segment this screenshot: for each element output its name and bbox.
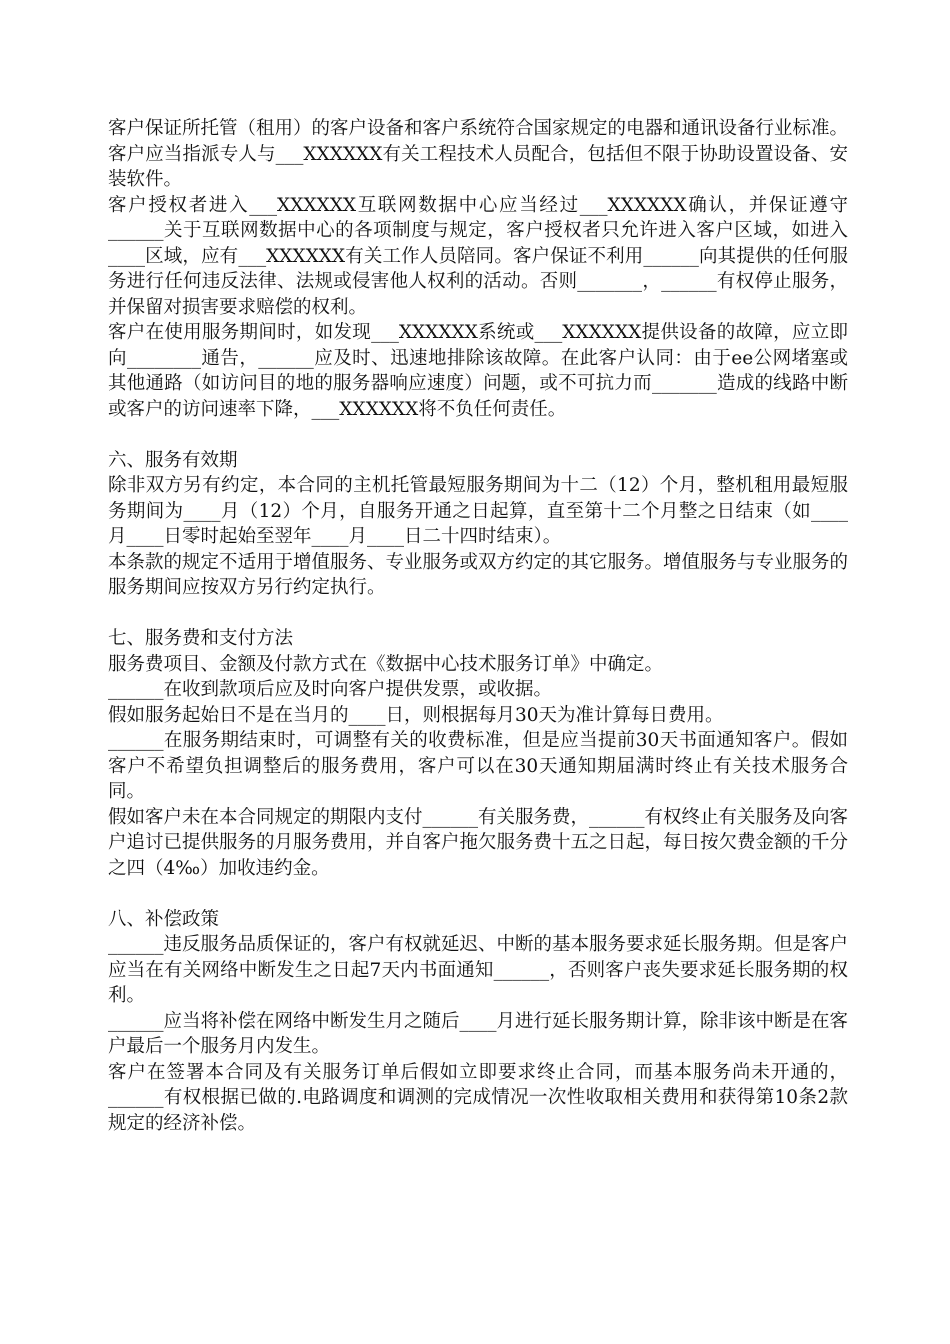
- section-heading: 六、服务有效期: [108, 449, 238, 471]
- section-heading: 七、服务费和支付方法: [108, 628, 294, 649]
- paragraph: ______在服务期结束时，可调整有关的收费标准，但是应当提前30天书面通知客户。假如客户不希望负担调整后的服务费用，客户可以在30天通知期届满时终止有关技术服务合同。: [108, 730, 848, 802]
- paragraph: 除非双方另有约定，本合同的主机托管最短服务期间为十二（12）个月，整机租用最短服务期间为____月（12）个月，自服务开通之日起算，直至第十二个月整之日结束（如____月____日零时起始至翌年____月____日二十四时结束）。: [108, 475, 848, 547]
- paragraph: 假如客户未在本合同规定的期限内支付______有关服务费，______有权终止有关服务及向客户追讨已提供服务的月服务费用，并自客户拖欠服务费十五之日起，每日按欠费金额的千分之四（4‰）加收违约金。: [108, 806, 849, 879]
- section-heading: 八、补偿政策: [108, 908, 220, 930]
- paragraph: 客户在使用服务期间时，如发现___XXXXXX系统或___XXXXXX提供设备的故障，应立即向________通告，______应及时、迅速地排除该故障。在此客户认同：由于ee公网堵塞或其他通路（如访问目的地的服务器响应速度）问题，或不可抗力而_______造成的线路中断或客户的访问速率下降，___XXXXXX将不负任何责任。: [108, 322, 848, 420]
- paragraph: 服务费项目、金额及付款方式在《数据中心技术服务订单》中确定。: [108, 653, 664, 675]
- document-page: [108, 116, 848, 1136]
- paragraph: 假如服务起始日不是在当月的____日，则根据每月30天为准计算每日费用。: [108, 704, 724, 726]
- paragraph: ______应当将补偿在网络中断发生月之随后____月进行延长服务期计算，除非该中断是在客户最后一个服务月内发生。: [108, 1010, 849, 1057]
- paragraph: 客户在签署本合同及有关服务订单后假如立即要求终止合同，而基本服务尚未开通的，______有权根据已做的.电路调度和调测的完成情况一次性收取相关费用和获得第10条2款规定的经济补偿。: [108, 1061, 848, 1134]
- paragraph: ______违反服务品质保证的，客户有权就延迟、中断的基本服务要求延长服务期。但是客户应当在有关网络中断发生之日起7天内书面通知______，否则客户丧失要求延长服务期的权利。: [108, 934, 849, 1006]
- paragraph: 客户保证所托管（租用）的客户设备和客户系统符合国家规定的电器和通讯设备行业标准。: [108, 118, 849, 139]
- paragraph: 客户授权者进入___XXXXXX互联网数据中心应当经过___XXXXXX确认，并保证遵守______关于互联网数据中心的各项制度与规定，客户授权者只允许进入客户区域，如进入____区域，应有___XXXXXX有关工作人员陪同。客户保证不利用______向其提供的任何服务进行任何违反法律、法规或侵害他人权利的活动。否则_______，______有权停止服务，并保留对损害要求赔偿的权利。: [108, 194, 848, 318]
- blank-line: [108, 601, 848, 627]
- paragraph: 客户应当指派专人与___XXXXXX有关工程技术人员配合，包括但不限于协助设置设备、安装软件。: [108, 143, 848, 190]
- blank-line: [108, 422, 848, 448]
- paragraph: 本条款的规定不适用于增值服务、专业服务或双方约定的其它服务。增值服务与专业服务的服务期间应按双方另行约定执行。: [108, 551, 849, 598]
- paragraph: ______在收到款项后应及时向客户提供发票，或收据。: [108, 679, 553, 700]
- blank-line: [108, 881, 848, 907]
